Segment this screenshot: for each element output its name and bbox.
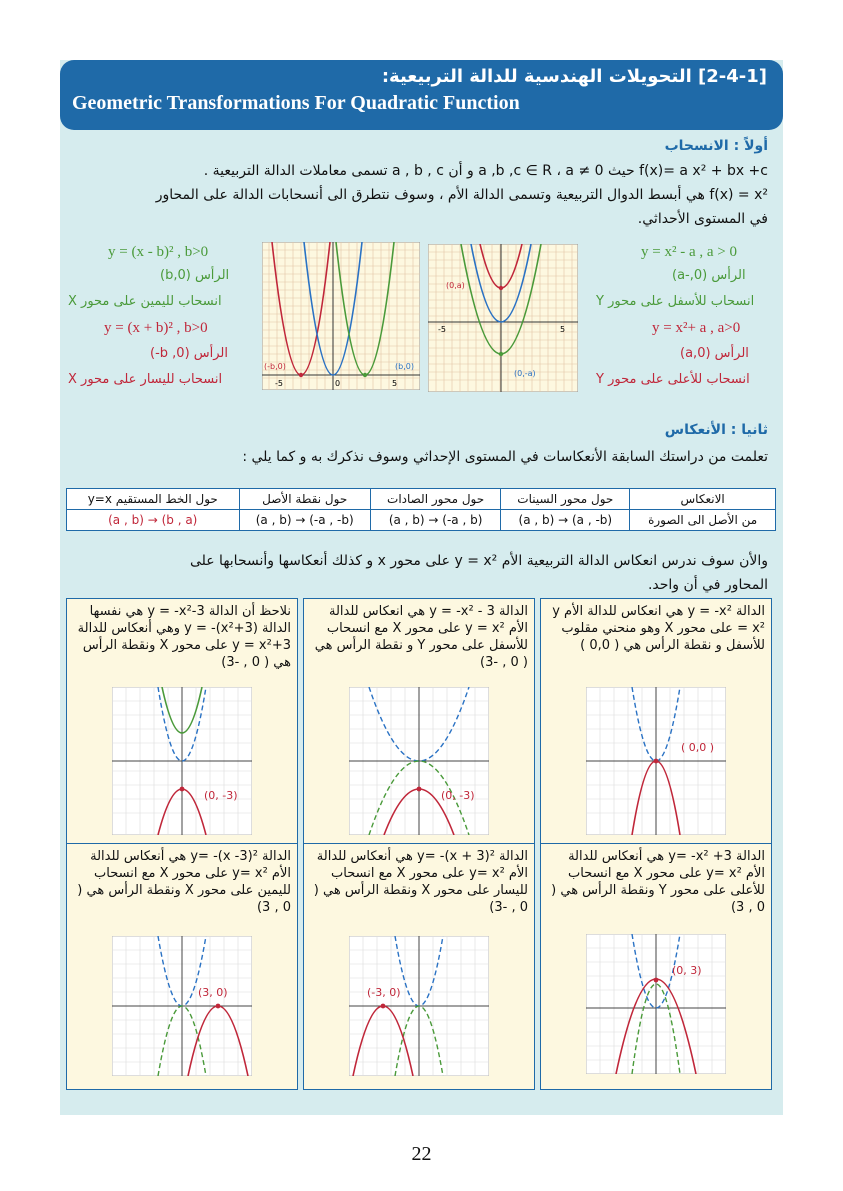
table-cell: حول محور الصادات [370, 489, 500, 510]
desc-shift-right: انسحاب لليمين على محور X [68, 294, 222, 309]
reflection-table [66, 488, 776, 531]
example-text: الدالة y= -(x -3)² هي أنعكاس للدالة الأم y= x² على محور X مع انسحاب لليمين على محور X ونقطة الرأس هي ( 0 , 3) [77, 849, 291, 915]
desc-shift-up: انسحاب للأعلى على محور Y [596, 372, 750, 387]
table-cell: من الأصل الى الصورة [630, 510, 776, 531]
vertex-label: (-3, 0) [367, 986, 401, 999]
table-cell: حول محور السينات [501, 489, 630, 510]
vertex-label: (3, 0) [198, 986, 228, 999]
translation-heading: أولاً : الانسحاب [664, 138, 768, 154]
table-cell: (a , b) → (-a , -b) [239, 510, 370, 531]
vertex-label: (0, -3) [204, 789, 238, 802]
example-text: الدالة y = -x² هي انعكاس للدالة الأم y = x² على محور X وهو منحني مقلوب للأسفل و نقطة الرأس هي ( 0,0 ) [552, 604, 765, 653]
vertex-shift-down: الرأس (a-,0) [672, 268, 746, 283]
table-cell: حول الخط المستقيم y=x [67, 489, 240, 510]
vertex-label: (0, 3) [672, 964, 702, 977]
example-text: الدالة y= -(x + 3)² هي أنعكاس للدالة الأم y= x² على محور X مع انسحاب لليسار على محور X ونقطة الرأس هي ( 0 , -3) [313, 849, 528, 915]
tick-plus-5: 5 [392, 379, 398, 388]
table-row [67, 510, 776, 531]
example-graph [586, 934, 726, 1074]
table-cell: (a , b) → (a , -b) [501, 510, 630, 531]
example-cell-3 [66, 598, 298, 845]
vertex-label: ( 0,0 ) [681, 741, 715, 754]
reflection-intro: تعلمت من دراستك السابقة الأنعكاسات في المستوى الإحداثي وسوف نذكرك به و كما يلي : [242, 449, 768, 465]
tick-plus-5-b: 5 [560, 325, 566, 334]
example-cell-5 [303, 843, 535, 1090]
vertex-label: (0, -3) [441, 789, 475, 802]
desc-shift-left: انسحاب لليسار على محور X [68, 372, 223, 387]
label-minus-a: (0,-a) [514, 369, 536, 378]
example-cell-4 [540, 843, 772, 1090]
translation-line-2: f(x) = x² هي أبسط الدوال التربيعية وتسمى الدالة الأم ، وسوف نتطرق الى أنسحابات الدالة على المحاور [155, 187, 768, 203]
vertex-shift-left: الرأس (b ,0-) [150, 346, 228, 361]
reflection-now-line-1: والأن سوف ندرس انعكاس الدالة التربيعية الأم y = x² على محور x و كذلك أنعكاسها وأنسحابها على [189, 553, 768, 569]
tick-minus-5-b: -5 [438, 325, 446, 334]
page-number: 22 [411, 1143, 432, 1165]
table-cell: (a , b) → (-a , b) [370, 510, 500, 531]
table-header-row [67, 489, 776, 510]
example-graph [112, 936, 252, 1076]
example-text: الدالة 3 - y = -x² هي انعكاس للدالة الأم y = x² على محور X مع انسحاب للأسفل على محور Y و نقطة الرأس هي ( 0 , -3) [314, 604, 528, 670]
label-minus-b: (-b,0) [264, 362, 286, 371]
table-cell: (a , b) → (b , a) [67, 510, 240, 531]
example-text: نلاحظ أن الدالة y = -x²-3 هي نفسها الدالة y = -(x²+3) وهي أنعكاس للدالة y = x²+3 على محور X ونقطة الرأس هي ( 0 , -3) [77, 604, 291, 670]
eq-shift-down: y = x² - a , a > 0 [641, 244, 737, 260]
eq-shift-up: y = x²+ a , a>0 [652, 320, 741, 336]
translation-line-1: f(x)= a x² + bx +c حيث a ,b ,c ∈ R ، a ≠ 0 و أن a , b , c تسمى معاملات الدالة التربيعية . [203, 163, 768, 179]
vertex-shift-right: الرأس (b,0) [160, 268, 230, 283]
tick-minus-5: -5 [275, 379, 283, 388]
horizontal-shift-graph [262, 242, 420, 390]
vertical-shift-graph [428, 244, 578, 392]
eq-shift-right: y = (x - b)² , b>0 [108, 244, 209, 260]
section-title-arabic: [2-4-1] التحويلات الهندسية للدالة التربيعية: [381, 66, 767, 87]
vertex-shift-up: الرأس (0,a) [680, 346, 749, 361]
reflection-now-line-2: المحاور في أن واحد. [647, 577, 768, 593]
example-graph [112, 687, 252, 835]
translation-line-3: في المستوى الأحداثي. [637, 211, 768, 227]
example-cell-2 [303, 598, 535, 845]
example-graph [586, 687, 726, 835]
example-cell-6 [66, 843, 298, 1090]
section-header [60, 60, 783, 130]
example-text: الدالة y= -x² +3 هي أنعكاس للدالة الأم y= x² على محور X مع انسحاب للأعلى على محور Y ونقطة الرأس هي ( 0 , 3) [551, 849, 765, 915]
desc-shift-down: انسحاب للأسفل على محور Y [596, 294, 755, 309]
label-plus-a: (0,a) [446, 281, 465, 290]
section-title-english: Geometric Transformations For Quadratic Function [72, 92, 520, 114]
table-cell: الانعكاس [630, 489, 776, 510]
eq-shift-left: y = (x + b)² , b>0 [104, 320, 208, 336]
example-graph [349, 936, 489, 1076]
table-cell: حول نقطة الأصل [239, 489, 370, 510]
tick-zero: 0 [335, 379, 341, 388]
reflection-heading: ثانيا : الأنعكاس [664, 422, 768, 438]
example-cell-1 [540, 598, 772, 845]
example-graph [349, 687, 489, 835]
label-plus-b: (b,0) [395, 362, 414, 371]
